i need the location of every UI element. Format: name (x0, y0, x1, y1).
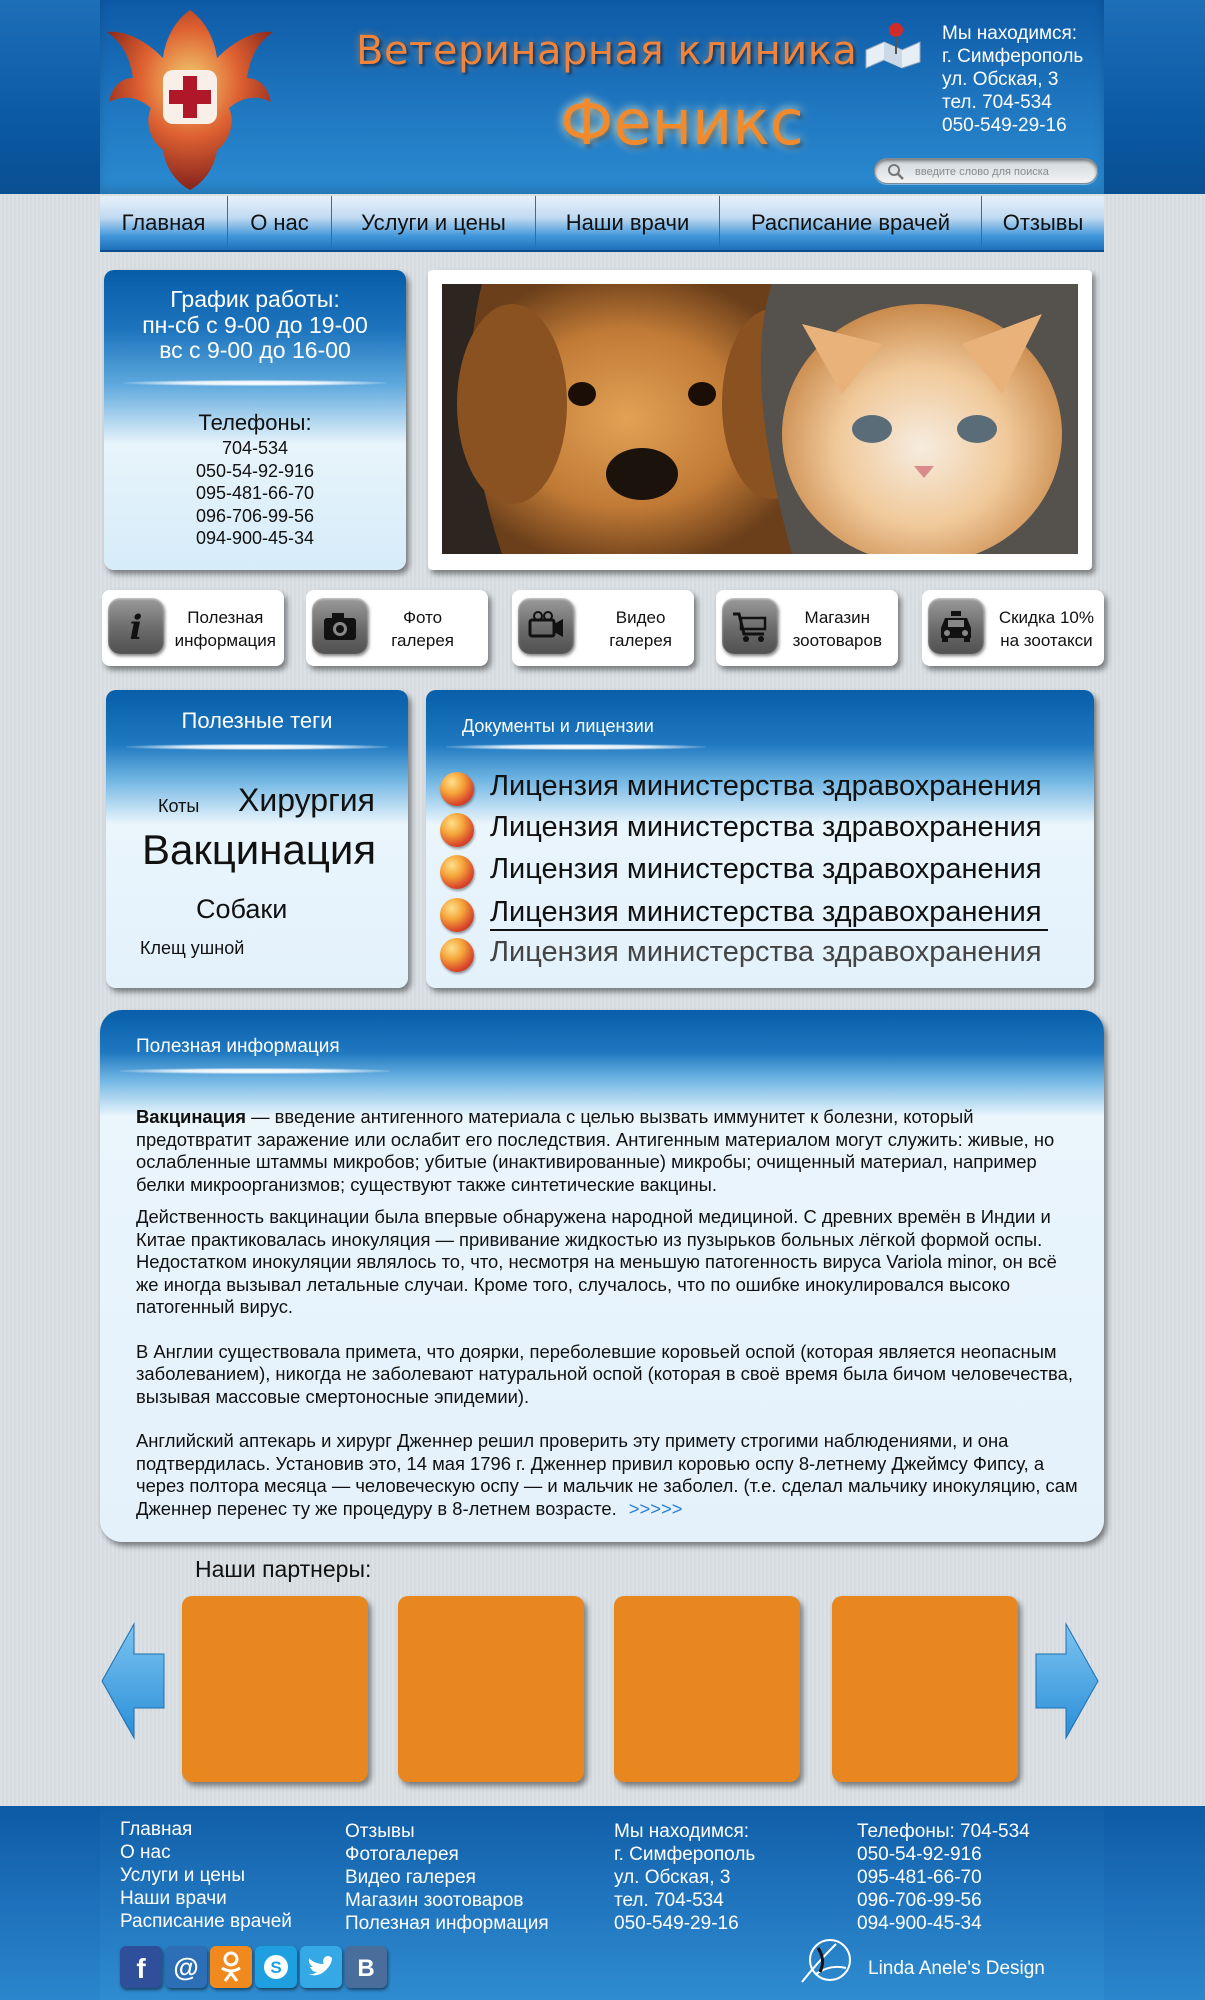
nav-item-doctors[interactable]: Наши врачи (536, 196, 720, 250)
tag-link[interactable]: Коты (158, 796, 200, 816)
license-link[interactable] (440, 851, 1080, 891)
license-text: Лицензия министерства здравохранения (490, 896, 1048, 931)
bullet-ball-icon (440, 898, 474, 932)
partner-logo[interactable] (182, 1596, 368, 1782)
info-text: — введение антигенного материала с целью вызвать иммунитет к болезни, который предотвратит заражение или ослабит его последствия. Антигенным материалом могут служить: живые, но ослабленные штаммы микробов; убитые (инактивированные) микробы; очищенный материал, например белки микроорганизмов; существуют также синтетические вакцины. (136, 1106, 1055, 1195)
address-line: тел. 704-534 (942, 92, 1052, 113)
license-link[interactable] (440, 809, 1080, 849)
tag-link[interactable]: Собаки (196, 894, 288, 924)
facebook-icon[interactable] (120, 1946, 162, 1988)
carousel-prev-arrow-icon[interactable] (100, 1622, 166, 1740)
info-title: Полезная информация (136, 1036, 340, 1057)
license-link[interactable] (440, 934, 1080, 974)
vkontakte-icon[interactable] (345, 1946, 387, 1988)
schedule-line: вс с 9-00 до 16-00 (159, 337, 351, 363)
label-line: Видео (615, 608, 666, 627)
hero-photo-frame (428, 270, 1092, 570)
bullet-ball-icon (440, 813, 474, 847)
hero-photo (442, 284, 1078, 554)
footer-link[interactable]: Видео галерея (345, 1867, 476, 1888)
documents-title: Документы и лицензии (462, 716, 654, 736)
documents-card (426, 690, 1094, 988)
info-paragraph: В Англии существовала примета, что доярки, переболевшие коровьей оспой (которая является неопасным заболеванием), никогда не заболевают натуральной оспой (которая в своё время была бичом человечества, вызывая массовые смертоносные эпидемии). (136, 1340, 1073, 1407)
footer-phone: 050-54-92-916 (857, 1844, 982, 1865)
footer-address-line: Мы находимся: (614, 1821, 750, 1842)
footer-phone: Телефоны: 704-534 (857, 1821, 1030, 1842)
info-paragraph (136, 1106, 1084, 1196)
footer-phones (857, 1820, 1030, 1935)
nav-item-about[interactable]: О нас (228, 196, 332, 250)
camera-icon (312, 598, 368, 654)
button-label (609, 606, 672, 652)
svg-text:i: i (129, 608, 143, 646)
taxi-icon (928, 598, 984, 654)
divider (126, 744, 388, 750)
address-line: г. Симферополь (942, 46, 1084, 67)
footer-link[interactable]: Главная (120, 1819, 193, 1840)
divider (446, 744, 706, 750)
footer-link[interactable]: Полезная информация (345, 1913, 549, 1934)
footer-link[interactable]: Наши врачи (120, 1888, 227, 1909)
label-line: галерея (609, 631, 672, 650)
partner-logo[interactable] (398, 1596, 584, 1782)
button-label (391, 606, 454, 652)
bullet-ball-icon (440, 772, 474, 806)
label-line: Магазин (804, 608, 871, 627)
label-line: Полезная (187, 608, 264, 627)
label-line: зоотоваров (792, 631, 882, 650)
useful-info-section (100, 1010, 1104, 1542)
nav-item-services[interactable]: Услуги и цены (332, 196, 536, 250)
phones-title: Телефоны: (198, 410, 312, 435)
footer-address-line: 050-549-29-16 (614, 1913, 739, 1934)
nav-item-schedule[interactable]: Расписание врачей (720, 196, 982, 250)
label-line: галерея (391, 631, 454, 650)
footer-address-line: г. Симферополь (614, 1844, 756, 1865)
info-paragraph: Действенность вакцинации была впервые обнаружена народной медициной. С древних времён в Индии и Китае практиковалась инокуляция — прививание жидкостью из пузырьков больных лёгкой формой оспы. Недостатком инокуляции являлось то, что, несмотря на меньшую патогенность вируса Variola minor, он всё же иногда вызывал летальные случаи. Кроме того, случалось, что по ошибке инокулировался высоко патогенный вирус. (136, 1206, 1057, 1317)
footer-link[interactable]: Отзывы (345, 1821, 415, 1842)
svg-text:B: B (357, 1955, 375, 1982)
pet-shop-button[interactable] (716, 590, 898, 666)
label-line: Фото (403, 608, 443, 627)
footer-address (614, 1820, 755, 1935)
license-text: Лицензия министерства здравохранения (490, 936, 1042, 968)
video-gallery-button[interactable] (512, 590, 694, 666)
info-paragraph (136, 1430, 1084, 1520)
address-line: Мы находимся: (942, 23, 1078, 44)
puppy-kitten-image (442, 284, 1078, 554)
partner-logo[interactable] (832, 1596, 1018, 1782)
footer-phone: 096-706-99-56 (857, 1890, 982, 1911)
cart-icon (722, 598, 778, 654)
partners-title: Наши партнеры: (195, 1556, 372, 1582)
search-icon[interactable] (887, 163, 905, 181)
svg-text:S: S (270, 1958, 282, 1977)
info-term: Вакцинация (136, 1106, 247, 1127)
map-pin-icon (862, 20, 924, 70)
video-camera-icon (518, 598, 574, 654)
tags-card (106, 690, 408, 988)
button-label (175, 606, 276, 652)
license-link-hovered[interactable] (440, 894, 1080, 934)
license-text: Лицензия министерства здравохранения (490, 811, 1042, 843)
search-box[interactable] (874, 158, 1098, 184)
footer-address-line: ул. Обская, 3 (614, 1867, 731, 1888)
footer-link[interactable]: Расписание врачей (120, 1911, 292, 1932)
button-label (793, 606, 882, 652)
phone-number: 050-54-92-916 (195, 460, 315, 481)
footer-address-line: тел. 704-534 (614, 1890, 724, 1911)
phone-number: 094-900-45-34 (195, 528, 315, 548)
email-icon[interactable] (165, 1946, 207, 1988)
address-line: 050-549-29-16 (942, 115, 1067, 136)
bullet-ball-icon (440, 855, 474, 889)
nav-item-home[interactable]: Главная (100, 196, 228, 250)
button-label (999, 606, 1094, 652)
schedule-title: График работы: (170, 286, 340, 312)
tags-title: Полезные теги (181, 708, 333, 733)
svg-text:@: @ (173, 1952, 199, 1982)
svg-text:f: f (136, 1953, 146, 1984)
label-line: Скидка 10% (998, 608, 1094, 627)
search-input[interactable] (915, 163, 1091, 181)
tag-link[interactable]: Клещ ушной (140, 938, 245, 958)
label-line: информация (174, 631, 276, 650)
info-text: Английский аптекарь и хирург Дженнер решил проверить эту примету строгими наблюдениями, и она подтвердилась. Установив это, 14 мая 1796 г. Дженнер привил коровью оспу 8-летнему Джеймсу Фипсу, а через полтора месяца — человеческую оспу — и мальчик не заболел. (т.е. сделал мальчику инокуляцию, сам Дженнер перенес ту же процедуру в 8-летнем возрасте. (136, 1430, 1078, 1519)
phone-number: 704-534 (221, 438, 289, 458)
phone-number: 096-706-99-56 (195, 505, 315, 526)
phone-list (104, 437, 406, 550)
schedule-line: пн-сб с 9-00 до 19-00 (142, 312, 368, 338)
tag-link[interactable]: Хирургия (238, 782, 375, 818)
partner-logo[interactable] (614, 1596, 800, 1782)
clinic-name: Феникс (560, 86, 804, 159)
photo-gallery-button[interactable] (306, 590, 488, 666)
license-link[interactable] (440, 768, 1080, 808)
label-line: на зоотакси (1000, 631, 1093, 650)
header-address (942, 22, 1083, 137)
schedule-card (104, 270, 406, 570)
info-icon (108, 598, 164, 654)
carousel-next-arrow-icon[interactable] (1034, 1622, 1100, 1740)
taxi-discount-button[interactable] (922, 590, 1104, 666)
designer-logo-icon (796, 1934, 860, 1990)
footer-link[interactable]: Фотогалерея (345, 1844, 459, 1865)
footer-link[interactable]: О нас (120, 1842, 171, 1863)
info-body (136, 1106, 1084, 1530)
tag-link[interactable]: Вакцинация (142, 826, 377, 873)
phone-number: 095-481-66-70 (195, 483, 315, 503)
phoenix-logo-icon[interactable] (105, 0, 275, 192)
nav-item-reviews[interactable]: Отзывы (1002, 210, 1084, 235)
designer-credit[interactable]: Linda Anele's Design (868, 1958, 1045, 1979)
footer-phone: 095-481-66-70 (857, 1867, 982, 1888)
footer-link[interactable]: Услуги и цены (120, 1865, 245, 1886)
footer-nav-col-1 (120, 1818, 292, 1933)
footer-link[interactable]: Магазин зоотоваров (345, 1890, 524, 1911)
footer-phone: 094-900-45-34 (857, 1913, 982, 1934)
address-line: ул. Обская, 3 (942, 69, 1059, 90)
divider (124, 380, 386, 386)
license-text: Лицензия министерства здравохранения (490, 853, 1042, 885)
main-nav (100, 196, 1104, 252)
footer-nav-col-2 (345, 1820, 549, 1935)
skype-icon[interactable] (255, 1946, 297, 1988)
useful-info-button[interactable] (102, 590, 284, 666)
bullet-ball-icon (440, 938, 474, 972)
clinic-title: Ветеринарная клиника (356, 28, 858, 74)
twitter-icon[interactable] (300, 1946, 342, 1988)
divider (120, 1068, 390, 1074)
license-text: Лицензия министерства здравохранения (490, 770, 1042, 802)
odnoklassniki-icon[interactable] (210, 1946, 252, 1988)
read-more-link[interactable]: >>>>> (628, 1497, 683, 1519)
